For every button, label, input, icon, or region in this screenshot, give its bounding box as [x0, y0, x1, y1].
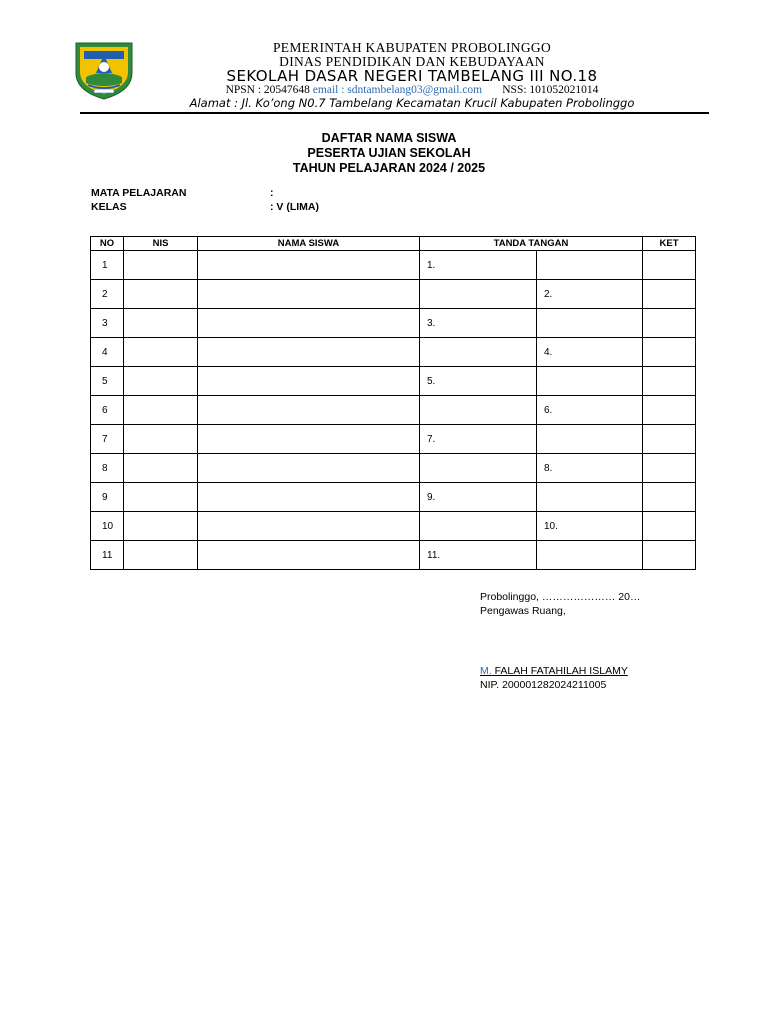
cell-nis [124, 367, 198, 396]
cell-signature-left: 7. [420, 425, 537, 454]
subject-value: : [270, 187, 274, 199]
cell-nis [124, 280, 198, 309]
table-row [91, 483, 696, 512]
cell-no: 6 [91, 396, 124, 425]
table-row [91, 338, 696, 367]
document-title: DAFTAR NAMA SISWA [321, 131, 457, 145]
cell-signature-right: 8. [537, 454, 643, 483]
cell-no: 1 [91, 251, 124, 280]
cell-name [198, 512, 420, 541]
subject-label: MATA PELAJARAN [91, 187, 187, 199]
letterhead-school-name: SEKOLAH DASAR NEGERI TAMBELANG III NO.18 [226, 67, 598, 85]
cell-name [198, 280, 420, 309]
cell-nis [124, 483, 198, 512]
nss-text: NSS: 101052021014 [482, 84, 599, 96]
signature-name [480, 665, 628, 677]
cell-signature-left: 9. [420, 483, 537, 512]
table-row [91, 541, 696, 570]
header-no: NO [91, 237, 124, 251]
cell-no: 7 [91, 425, 124, 454]
cell-note [643, 541, 696, 570]
class-label: KELAS [91, 201, 127, 213]
signature-name-rest: FALAH FATAHILAH ISLAMY [491, 665, 628, 677]
cell-note [643, 512, 696, 541]
table-row [91, 280, 696, 309]
cell-note [643, 280, 696, 309]
cell-signature-left [420, 396, 537, 425]
header-signature: TANDA TANGAN [420, 237, 643, 251]
table-header-row [91, 237, 696, 251]
table-row [91, 367, 696, 396]
cell-signature-left [420, 454, 537, 483]
letterhead-divider [80, 112, 709, 114]
letterhead-department: DINAS PENDIDIKAN DAN KEBUDAYAAN [279, 54, 545, 69]
cell-name [198, 396, 420, 425]
signature-place-date: Probolinggo, ………………… 20… [480, 591, 641, 603]
cell-nis [124, 309, 198, 338]
class-value: : V (LIMA) [270, 201, 319, 213]
cell-no: 11 [91, 541, 124, 570]
cell-no: 5 [91, 367, 124, 396]
cell-name [198, 251, 420, 280]
table-row [91, 251, 696, 280]
cell-nis [124, 454, 198, 483]
cell-signature-right: 4. [537, 338, 643, 367]
cell-signature-left: 11. [420, 541, 537, 570]
cell-no: 8 [91, 454, 124, 483]
cell-name [198, 367, 420, 396]
cell-signature-right: 2. [537, 280, 643, 309]
table-row [91, 309, 696, 338]
document-subtitle: PESERTA UJIAN SEKOLAH [307, 146, 471, 160]
cell-signature-right [537, 251, 643, 280]
cell-signature-left [420, 338, 537, 367]
header-nis: NIS [124, 237, 198, 251]
letterhead-government: PEMERINTAH KABUPATEN PROBOLINGGO [272, 40, 552, 55]
table-row [91, 396, 696, 425]
cell-name [198, 454, 420, 483]
cell-nis [124, 425, 198, 454]
cell-no: 2 [91, 280, 124, 309]
cell-note [643, 338, 696, 367]
cell-signature-right: 6. [537, 396, 643, 425]
cell-signature-left [420, 512, 537, 541]
signature-role: Pengawas Ruang, [480, 605, 566, 617]
cell-note [643, 251, 696, 280]
cell-signature-left: 5. [420, 367, 537, 396]
header-note: KET [643, 237, 696, 251]
cell-signature-right [537, 425, 643, 454]
student-table [90, 236, 696, 570]
cell-name [198, 425, 420, 454]
cell-note [643, 454, 696, 483]
table-row [91, 454, 696, 483]
letterhead-contact [28, 84, 768, 96]
cell-nis [124, 338, 198, 367]
cell-note [643, 425, 696, 454]
cell-no: 4 [91, 338, 124, 367]
header-name: NAMA SISWA [198, 237, 420, 251]
cell-nis [124, 541, 198, 570]
cell-name [198, 338, 420, 367]
document-year: TAHUN PELAJARAN 2024 / 2025 [292, 161, 486, 175]
cell-signature-right [537, 541, 643, 570]
cell-signature-left: 3. [420, 309, 537, 338]
cell-note [643, 367, 696, 396]
cell-no: 3 [91, 309, 124, 338]
cell-note [643, 396, 696, 425]
cell-nis [124, 512, 198, 541]
cell-signature-left: 1. [420, 251, 537, 280]
cell-name [198, 483, 420, 512]
npsn-text: NPSN : 20547648 [225, 84, 313, 96]
cell-nis [124, 396, 198, 425]
cell-signature-left [420, 280, 537, 309]
cell-signature-right [537, 367, 643, 396]
cell-signature-right [537, 309, 643, 338]
cell-note [643, 483, 696, 512]
cell-no: 9 [91, 483, 124, 512]
signature-nip: NIP. 200001282024211005 [480, 679, 607, 691]
cell-name [198, 309, 420, 338]
cell-signature-right [537, 483, 643, 512]
table-row [91, 512, 696, 541]
cell-name [198, 541, 420, 570]
signature-name-prefix: M. [480, 665, 492, 677]
email-text: email : sdntambelang03@gmail.com [312, 84, 483, 96]
cell-signature-right: 10. [537, 512, 643, 541]
table-row [91, 425, 696, 454]
cell-no: 10 [91, 512, 124, 541]
cell-nis [124, 251, 198, 280]
cell-note [643, 309, 696, 338]
letterhead-address: Alamat : Jl. Ko’ong N0.7 Tambelang Kecamatan Krucil Kabupaten Probolinggo [189, 96, 635, 110]
